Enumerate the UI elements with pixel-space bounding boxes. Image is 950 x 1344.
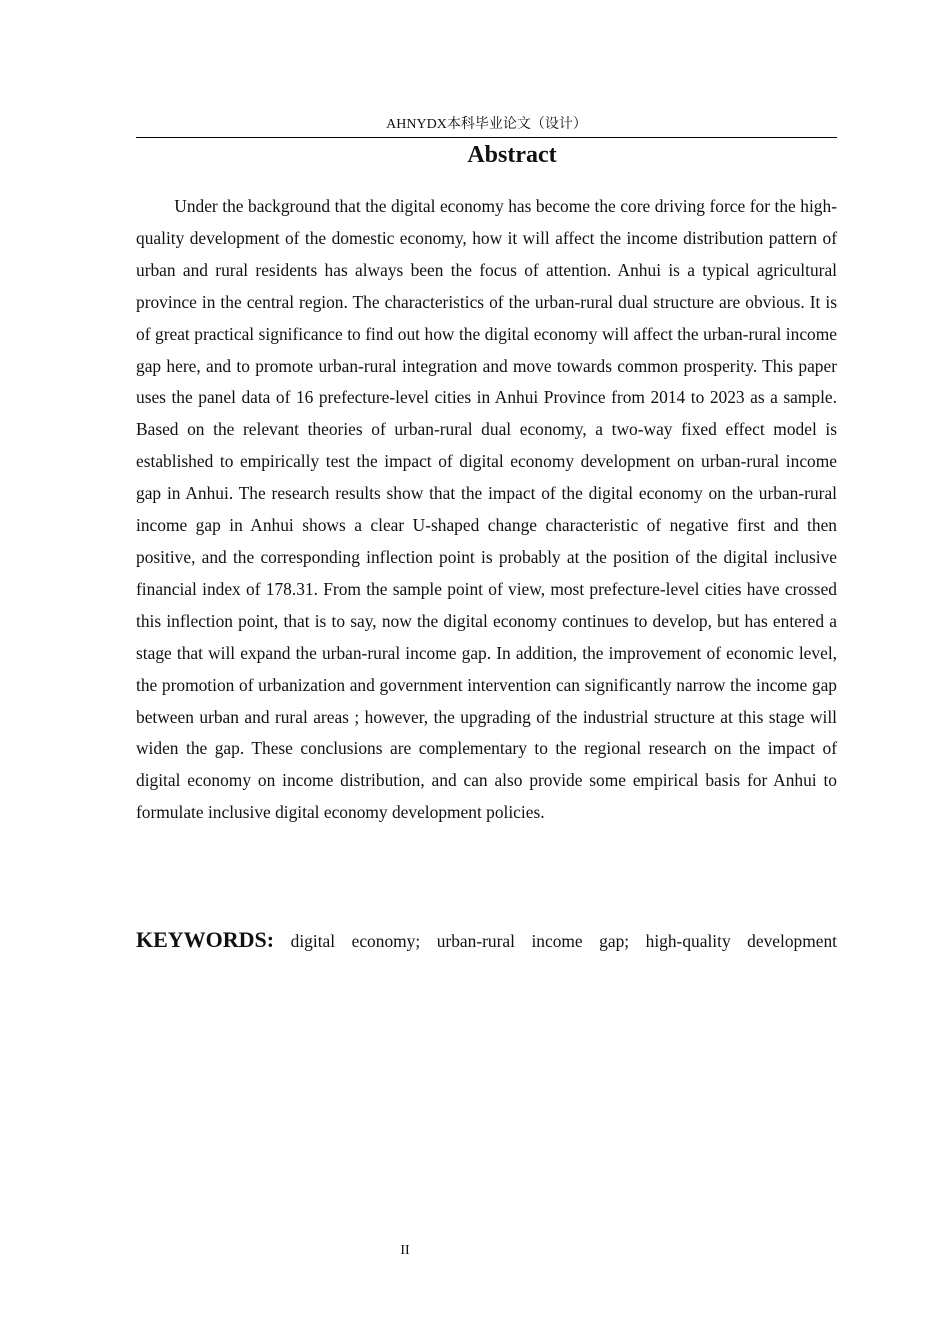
keywords-line — [136, 924, 837, 957]
page-number: II — [400, 1243, 410, 1258]
header-rule — [136, 137, 837, 138]
running-header: AHNYDX本科毕业论文（设计） — [386, 117, 587, 132]
abstract-body: Under the background that the digital economy has become the core driving force for the high-quality development of the domestic economy, how it will affect the income distribution pattern of urban and rural residents has always been the focus of attention. Anhui is a typical agricultural province in the central region. The characteristics of the urban-rural dual structure are obvious. It is of great practical significance to find out how the digital economy will affect the urban-rural income gap here, and to promote urban-rural integration and move towards common prosperity. This paper uses the panel data of 16 prefecture-level cities in Anhui Province from 2014 to 2023 as a sample. Based on the relevant theories of urban-rural dual economy, a two-way fixed effect model is established to empirically test the impact of digital economy development on urban-rural income gap in Anhui. The research results show that the impact of the digital economy on the urban-rural income gap in Anhui shows a clear U-shaped change characteristic of negative first and then positive, and the corresponding inflection point is probably at the position of the digital inclusive financial index of 178.31. From the sample point of view, most prefecture-level cities have crossed this inflection point, that is to say, now the digital economy continues to develop, but has entered a stage that will expand the urban-rural income gap. In addition, the improvement of economic level, the promotion of urbanization and government intervention can significantly narrow the income gap between urban and rural areas ; however, the upgrading of the industrial structure at this stage will widen the gap. These conclusions are complementary to the regional research on the impact of digital economy on income distribution, and can also provide some empirical basis for Anhui to formulate inclusive digital economy development policies. — [136, 196, 837, 823]
abstract-title: Abstract — [467, 142, 557, 168]
keywords-text: digital economy; urban-rural income gap; high-quality development — [290, 931, 837, 951]
keywords-label: KEYWORDS: — [136, 927, 275, 952]
